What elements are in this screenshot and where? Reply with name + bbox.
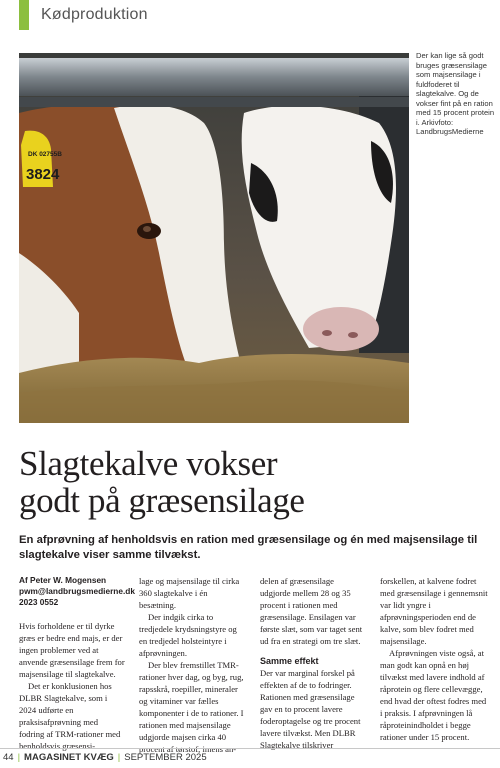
headline-line-2: godt på græsensilage xyxy=(19,481,305,520)
page-number: 44 xyxy=(3,752,14,763)
section-header xyxy=(19,0,148,30)
subheading: Samme effekt xyxy=(260,656,319,666)
body-paragraph: Afprøvningen viste også, at man godt kan opnå en høj tilvækst med lavere indhold af råprotein og flere cellevægge, end hvad der oftest fodres med i praksis. I afprøvningen lå råproteinindholdet i begge rationer under 15 procent. xyxy=(380,648,487,742)
article-photo xyxy=(19,53,409,423)
magazine-name: MAGASINET KVÆG xyxy=(24,752,114,763)
article-column-3 xyxy=(260,575,366,751)
byline xyxy=(19,575,135,608)
byline-author: Af Peter W. Mogensen xyxy=(19,575,107,585)
body-paragraph: delen af græsensilage udgjorde mellem 28 og 35 procent i rationen med græsensilage. Ensilagen var første slæt, som var taget sent ud fra en strategi om tre slæt. xyxy=(260,576,363,646)
body-paragraph: Hvis forholdene er til dyrke græs er bedre end majs, er der ingen problemer ved at anvende græsensilage frem for majsensilage til slagtekalve. xyxy=(19,621,125,679)
article-column-2 xyxy=(139,575,246,755)
article-column-4 xyxy=(380,575,490,743)
footer-text xyxy=(3,752,207,763)
body-paragraph: Der blev fremstillet TMR-rationer hver dag, og byg, rug, rapsskrå, roepiller, mineraler og vitaminer var fælles komponenter i de to rationer. I rationen med majsensilage udgjorde majsen cirka 40 procent af tørstof, imens an- xyxy=(139,660,244,754)
page-footer xyxy=(0,748,500,768)
section-label: Kødproduktion xyxy=(41,6,148,23)
photo-caption: Der kan lige så godt bruges græsensilage som majsensilage i fuldfoderet til slagtekalve. Og de vokser fint på en ration med 15 procent protein i. Arkivfoto: LandbrugsMedierne xyxy=(416,51,495,136)
footer-rule xyxy=(0,748,500,749)
issue-date: SEPTEMBER 2025 xyxy=(124,752,207,763)
ear-tag-text-line2: 3824 xyxy=(26,166,60,183)
section-accent-bar xyxy=(19,0,29,30)
body-paragraph: Der var marginal forskel på effekten af de to fodringer. Rationen med græsensilage gav en to procent lavere foderoptagelse og tre procent lavere tilvækst. Men DLBR Slagtekalve tilskriver xyxy=(260,668,361,750)
headline-line-1: Slagtekalve vokser xyxy=(19,444,278,483)
article-column-1 xyxy=(19,575,135,752)
ear-tag-text-line1: DK 02755B xyxy=(28,151,62,158)
calves-photo-illustration xyxy=(19,53,409,423)
footer-separator: | xyxy=(117,752,121,763)
article-headline xyxy=(19,445,489,519)
byline-email: pwm@landbrugsmedierne.dk xyxy=(19,586,135,596)
footer-separator: | xyxy=(17,752,21,763)
body-paragraph: forskellen, at kalvene fodret med græsensilage i gennemsnit var lidt yngre i afprøvningsperioden end de kalve, som blev fodret med majsensilage. xyxy=(380,576,488,646)
body-paragraph: lage og majsensilage til cirka 360 slagtekalve i én besætning. xyxy=(139,576,240,610)
body-paragraph: Det er konklusionen hos DLBR Slagtekalve, som i 2024 udførte en praksisafprøvning med fodring af TRM-rationer med henholdsvis græsensi- xyxy=(19,681,121,751)
byline-phone: 2023 0552 xyxy=(19,597,59,607)
article-deck: En afprøvning af henholdsvis en ration med græsensilage og én med majsensilage til slagtekalve viser samme tilvækst. xyxy=(19,534,478,561)
body-paragraph: Der indgik cirka to tredjedele krydsningstyre og en tredjedel holsteintyre i afprøvningen. xyxy=(139,612,237,658)
